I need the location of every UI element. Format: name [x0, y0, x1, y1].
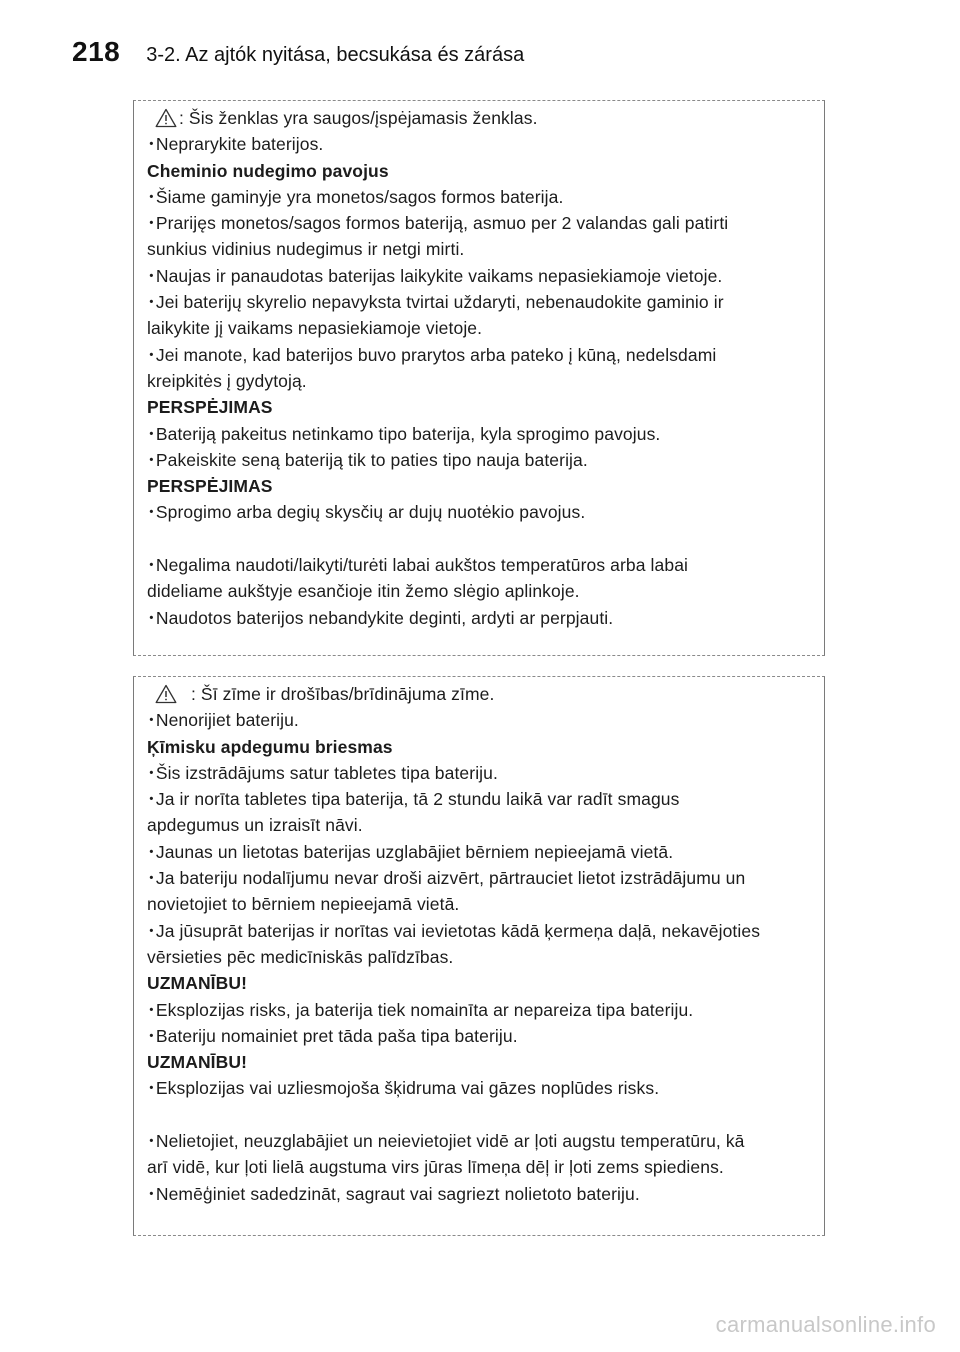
- warning-text-line: ･Nenorijiet bateriju.: [147, 710, 299, 731]
- warning-sign-line: [147, 105, 812, 131]
- blank-line: [147, 1102, 812, 1128]
- warning-text-line: kreipkitės į gydytoją.: [147, 370, 307, 391]
- latvian-warning-box: [133, 676, 825, 1236]
- warning-text-line: dideliame aukštyje esančioje itin žemo slėgio aplinkoje.: [147, 581, 580, 602]
- warning-text-line: arī vidē, kur ļoti lielā augstuma virs jūras līmeņa dēļ ir ļoti zems spiediens.: [147, 1157, 724, 1178]
- warning-text-line: ･Bateriją pakeitus netinkamo tipo baterija, kyla sprogimo pavojus.: [147, 423, 661, 444]
- page-header: [72, 36, 524, 76]
- warning-sign-text: : Šis ženklas yra saugos/įspėjamasis ženklas.: [179, 108, 538, 128]
- lithuanian-warning-box: [133, 100, 825, 656]
- warning-text-line: ･Ja bateriju nodalījumu nevar droši aizvērt, pārtrauciet lietot izstrādājumu un: [147, 868, 746, 889]
- warning-heading: UZMANĪBU!: [147, 973, 248, 994]
- warning-text-line: ･Jei baterijų skyrelio nepavyksta tvirtai uždaryti, nebenaudokite gaminio ir: [147, 292, 724, 313]
- warning-text-line: ･Šis izstrādājums satur tabletes tipa bateriju.: [147, 762, 498, 783]
- warning-text-line: ･Naujas ir panaudotas baterijas laikykite vaikams nepasiekiamoje vietoje.: [147, 265, 723, 286]
- warning-text-line: ･Prarijęs monetos/sagos formos bateriją, asmuo per 2 valandas gali patirti: [147, 213, 729, 234]
- blank-line: [147, 526, 812, 552]
- warning-text-line: ･Jaunas un lietotas baterijas uzglabājiet bērniem nepieejamā vietā.: [147, 841, 674, 862]
- warning-text-line: vērsieties pēc medicīniskās palīdzības.: [147, 946, 454, 967]
- warning-text-line: ･Sprogimo arba degių skysčių ar dujų nuotėkio pavojus.: [147, 502, 586, 523]
- warning-text-line: ･Ja jūsuprāt baterijas ir norītas vai ievietotas kādā ķermeņa daļā, nekavējoties: [147, 920, 761, 941]
- warning-text-line: novietojiet to bērniem nepieejamā vietā.: [147, 894, 460, 915]
- warning-text-line: laikykite jį vaikams nepasiekiamoje vietoje.: [147, 318, 483, 339]
- warning-text-line: ･Eksplozijas risks, ja baterija tiek nomainīta ar nepareiza tipa bateriju.: [147, 999, 694, 1020]
- warning-text-line: ･Negalima naudoti/laikyti/turėti labai aukštos temperatūros arba labai: [147, 555, 689, 576]
- warning-text-line: ･Neprarykite baterijos.: [147, 134, 324, 155]
- page-number: 218: [72, 36, 121, 67]
- warning-heading: Ķīmisku apdegumu briesmas: [147, 736, 393, 757]
- warning-text-line: apdegumus un izraisīt nāvi.: [147, 815, 363, 836]
- warning-sign-text: : Šī zīme ir drošības/brīdinājuma zīme.: [191, 684, 495, 704]
- warning-triangle-icon: [155, 108, 177, 128]
- warning-heading: UZMANĪBU!: [147, 1052, 248, 1073]
- warning-text-line: ･Ja ir norīta tabletes tipa baterija, tā 2 stundu laikā var radīt smagus: [147, 789, 680, 810]
- warning-text-line: ･Nelietojiet, neuzglabājiet un neievietojiet vidē ar ļoti augstu temperatūru, kā: [147, 1131, 745, 1152]
- warning-text-line: ･Eksplozijas vai uzliesmojoša šķidruma vai gāzes noplūdes risks.: [147, 1078, 660, 1099]
- warning-text-line: ･Bateriju nomainiet pret tāda paša tipa bateriju.: [147, 1025, 518, 1046]
- warning-text-line: ･Nemēģiniet sadedzināt, sagraut vai sagriezt nolietoto bateriju.: [147, 1183, 640, 1204]
- warning-text-line: ･Šiame gaminyje yra monetos/sagos formos baterija.: [147, 186, 564, 207]
- warning-heading: Cheminio nudegimo pavojus: [147, 160, 389, 181]
- warning-heading: PERSPĖJIMAS: [147, 397, 273, 418]
- warning-heading: PERSPĖJIMAS: [147, 476, 273, 497]
- warning-text-line: ･Naudotos baterijos nebandykite deginti, ardyti ar perpjauti.: [147, 607, 614, 628]
- warning-triangle-icon: [155, 684, 177, 704]
- warning-text-line: sunkius vidinius nudegimus ir netgi mirti.: [147, 239, 465, 260]
- warning-text-line: ･Jei manote, kad baterijos buvo prarytos arba pateko į kūną, nedelsdami: [147, 344, 717, 365]
- warning-text-line: ･Pakeiskite seną bateriją tik to paties tipo nauja baterija.: [147, 449, 588, 470]
- watermark: carmanualsonline.info: [715, 1312, 936, 1337]
- section-title: 3-2. Az ajtók nyitása, becsukása és zárása: [146, 44, 525, 66]
- warning-sign-line: [147, 681, 812, 707]
